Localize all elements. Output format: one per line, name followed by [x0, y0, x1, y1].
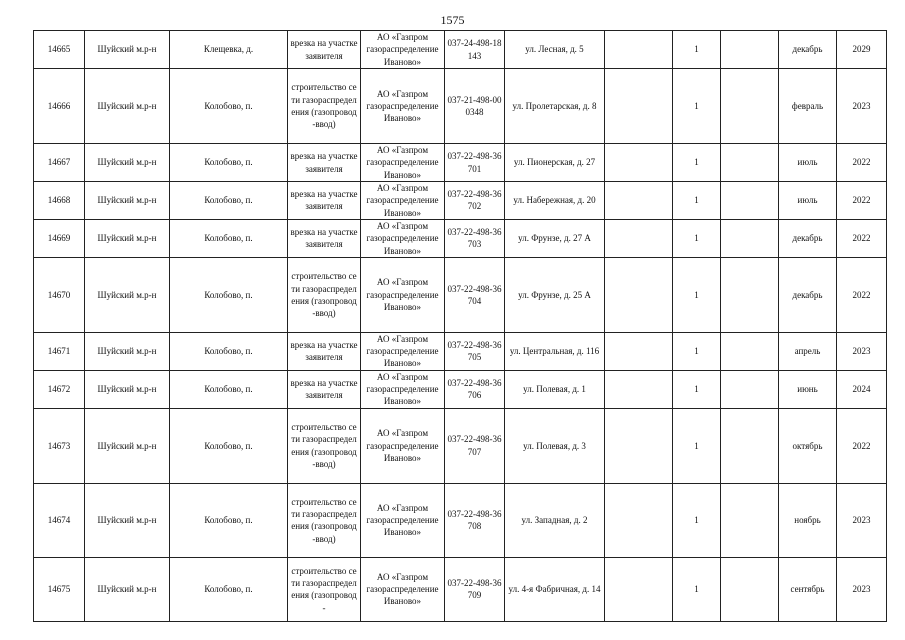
row-number-cell: 14665: [34, 31, 85, 69]
table-row: [34, 182, 887, 220]
organization-cell: АО «Газпром газораспределение Иваново»: [361, 31, 445, 69]
quantity-cell: 1: [673, 408, 721, 483]
work-type-cell: строительство сети газораспределения (газопровод-ввод): [288, 483, 361, 557]
quantity-cell: 1: [673, 483, 721, 557]
month-cell: декабрь: [779, 219, 837, 257]
quantity-cell: 1: [673, 557, 721, 621]
settlement-cell: Колобово, п.: [170, 182, 288, 220]
month-cell: декабрь: [779, 31, 837, 69]
address-cell: ул. Набережная, д. 20: [505, 182, 605, 220]
year-cell: 2022: [837, 257, 887, 332]
empty-cell: [721, 483, 779, 557]
work-type-cell: врезка на участке заявителя: [288, 31, 361, 69]
row-number-cell: 14666: [34, 69, 85, 144]
month-cell: июль: [779, 144, 837, 182]
table-row: [34, 219, 887, 257]
row-number-cell: 14667: [34, 144, 85, 182]
month-cell: ноябрь: [779, 483, 837, 557]
empty-cell: [721, 408, 779, 483]
table-body: [34, 31, 887, 622]
table-row: [34, 332, 887, 370]
empty-cell: [721, 257, 779, 332]
application-code-cell: 037-22-498-36708: [445, 483, 505, 557]
settlement-cell: Колобово, п.: [170, 483, 288, 557]
year-cell: 2022: [837, 144, 887, 182]
application-code-cell: 037-22-498-36704: [445, 257, 505, 332]
address-cell: ул. 4-я Фабричная, д. 14: [505, 557, 605, 621]
empty-cell: [721, 219, 779, 257]
organization-cell: АО «Газпром газораспределение Иваново»: [361, 408, 445, 483]
work-type-cell: строительство сети газораспределения (газопровод-ввод): [288, 69, 361, 144]
organization-cell: АО «Газпром газораспределение Иваново»: [361, 557, 445, 621]
row-number-cell: 14671: [34, 332, 85, 370]
empty-cell: [605, 144, 673, 182]
empty-cell: [605, 557, 673, 621]
settlement-cell: Колобово, п.: [170, 332, 288, 370]
work-type-cell: врезка на участке заявителя: [288, 144, 361, 182]
address-cell: ул. Полевая, д. 3: [505, 408, 605, 483]
district-cell: Шуйский м.р-н: [85, 370, 170, 408]
empty-cell: [721, 370, 779, 408]
empty-cell: [605, 182, 673, 220]
district-cell: Шуйский м.р-н: [85, 219, 170, 257]
district-cell: Шуйский м.р-н: [85, 31, 170, 69]
row-number-cell: 14673: [34, 408, 85, 483]
row-number-cell: 14675: [34, 557, 85, 621]
organization-cell: АО «Газпром газораспределение Иваново»: [361, 332, 445, 370]
address-cell: ул. Лесная, д. 5: [505, 31, 605, 69]
row-number-cell: 14670: [34, 257, 85, 332]
work-type-cell: строительство сети газораспределения (газопровод-: [288, 557, 361, 621]
empty-cell: [721, 557, 779, 621]
settlement-cell: Колобово, п.: [170, 69, 288, 144]
empty-cell: [721, 182, 779, 220]
district-cell: Шуйский м.р-н: [85, 408, 170, 483]
quantity-cell: 1: [673, 219, 721, 257]
month-cell: апрель: [779, 332, 837, 370]
empty-cell: [605, 69, 673, 144]
month-cell: сентябрь: [779, 557, 837, 621]
table-row: [34, 408, 887, 483]
month-cell: февраль: [779, 69, 837, 144]
district-cell: Шуйский м.р-н: [85, 144, 170, 182]
table-row: [34, 144, 887, 182]
empty-cell: [605, 257, 673, 332]
settlement-cell: Колобово, п.: [170, 257, 288, 332]
year-cell: 2022: [837, 219, 887, 257]
work-type-cell: врезка на участке заявителя: [288, 219, 361, 257]
work-type-cell: врезка на участке заявителя: [288, 182, 361, 220]
settlement-cell: Колобово, п.: [170, 408, 288, 483]
table-row: [34, 257, 887, 332]
organization-cell: АО «Газпром газораспределение Иваново»: [361, 370, 445, 408]
year-cell: 2029: [837, 31, 887, 69]
application-code-cell: 037-22-498-36701: [445, 144, 505, 182]
month-cell: июнь: [779, 370, 837, 408]
address-cell: ул. Пролетарская, д. 8: [505, 69, 605, 144]
application-code-cell: 037-22-498-36705: [445, 332, 505, 370]
year-cell: 2023: [837, 557, 887, 621]
table-row: [34, 483, 887, 557]
application-code-cell: 037-22-498-36709: [445, 557, 505, 621]
settlement-cell: Клещевка, д.: [170, 31, 288, 69]
organization-cell: АО «Газпром газораспределение Иваново»: [361, 257, 445, 332]
quantity-cell: 1: [673, 144, 721, 182]
organization-cell: АО «Газпром газораспределение Иваново»: [361, 144, 445, 182]
address-cell: ул. Фрунзе, д. 27 А: [505, 219, 605, 257]
application-code-cell: 037-22-498-36702: [445, 182, 505, 220]
table-row: [34, 69, 887, 144]
year-cell: 2023: [837, 332, 887, 370]
empty-cell: [605, 483, 673, 557]
work-type-cell: врезка на участке заявителя: [288, 370, 361, 408]
quantity-cell: 1: [673, 31, 721, 69]
year-cell: 2022: [837, 408, 887, 483]
district-cell: Шуйский м.р-н: [85, 182, 170, 220]
month-cell: июль: [779, 182, 837, 220]
quantity-cell: 1: [673, 332, 721, 370]
application-code-cell: 037-22-498-36703: [445, 219, 505, 257]
address-cell: ул. Пионерская, д. 27: [505, 144, 605, 182]
year-cell: 2023: [837, 483, 887, 557]
year-cell: 2024: [837, 370, 887, 408]
gas-connection-registry-table: [33, 30, 887, 622]
empty-cell: [721, 69, 779, 144]
organization-cell: АО «Газпром газораспределение Иваново»: [361, 69, 445, 144]
empty-cell: [721, 144, 779, 182]
district-cell: Шуйский м.р-н: [85, 483, 170, 557]
empty-cell: [605, 370, 673, 408]
settlement-cell: Колобово, п.: [170, 557, 288, 621]
empty-cell: [605, 408, 673, 483]
address-cell: ул. Западная, д. 2: [505, 483, 605, 557]
application-code-cell: 037-22-498-36706: [445, 370, 505, 408]
settlement-cell: Колобово, п.: [170, 370, 288, 408]
work-type-cell: строительство сети газораспределения (газопровод-ввод): [288, 408, 361, 483]
year-cell: 2022: [837, 182, 887, 220]
application-code-cell: 037-21-498-000348: [445, 69, 505, 144]
month-cell: октябрь: [779, 408, 837, 483]
organization-cell: АО «Газпром газораспределение Иваново»: [361, 483, 445, 557]
year-cell: 2023: [837, 69, 887, 144]
page-number: 1575: [440, 13, 465, 27]
organization-cell: АО «Газпром газораспределение Иваново»: [361, 182, 445, 220]
settlement-cell: Колобово, п.: [170, 144, 288, 182]
month-cell: декабрь: [779, 257, 837, 332]
row-number-cell: 14674: [34, 483, 85, 557]
application-code-cell: 037-22-498-36707: [445, 408, 505, 483]
empty-cell: [721, 332, 779, 370]
quantity-cell: 1: [673, 69, 721, 144]
empty-cell: [605, 332, 673, 370]
address-cell: ул. Полевая, д. 1: [505, 370, 605, 408]
settlement-cell: Колобово, п.: [170, 219, 288, 257]
quantity-cell: 1: [673, 182, 721, 220]
empty-cell: [605, 31, 673, 69]
quantity-cell: 1: [673, 370, 721, 408]
application-code-cell: 037-24-498-18143: [445, 31, 505, 69]
work-type-cell: врезка на участке заявителя: [288, 332, 361, 370]
table-row: [34, 370, 887, 408]
row-number-cell: 14669: [34, 219, 85, 257]
district-cell: Шуйский м.р-н: [85, 69, 170, 144]
table-row: [34, 557, 887, 621]
address-cell: ул. Фрунзе, д. 25 А: [505, 257, 605, 332]
district-cell: Шуйский м.р-н: [85, 332, 170, 370]
empty-cell: [721, 31, 779, 69]
organization-cell: АО «Газпром газораспределение Иваново»: [361, 219, 445, 257]
empty-cell: [605, 219, 673, 257]
district-cell: Шуйский м.р-н: [85, 257, 170, 332]
table-row: [34, 31, 887, 69]
quantity-cell: 1: [673, 257, 721, 332]
district-cell: Шуйский м.р-н: [85, 557, 170, 621]
row-number-cell: 14668: [34, 182, 85, 220]
work-type-cell: строительство сети газораспределения (газопровод-ввод): [288, 257, 361, 332]
row-number-cell: 14672: [34, 370, 85, 408]
address-cell: ул. Центральная, д. 116: [505, 332, 605, 370]
